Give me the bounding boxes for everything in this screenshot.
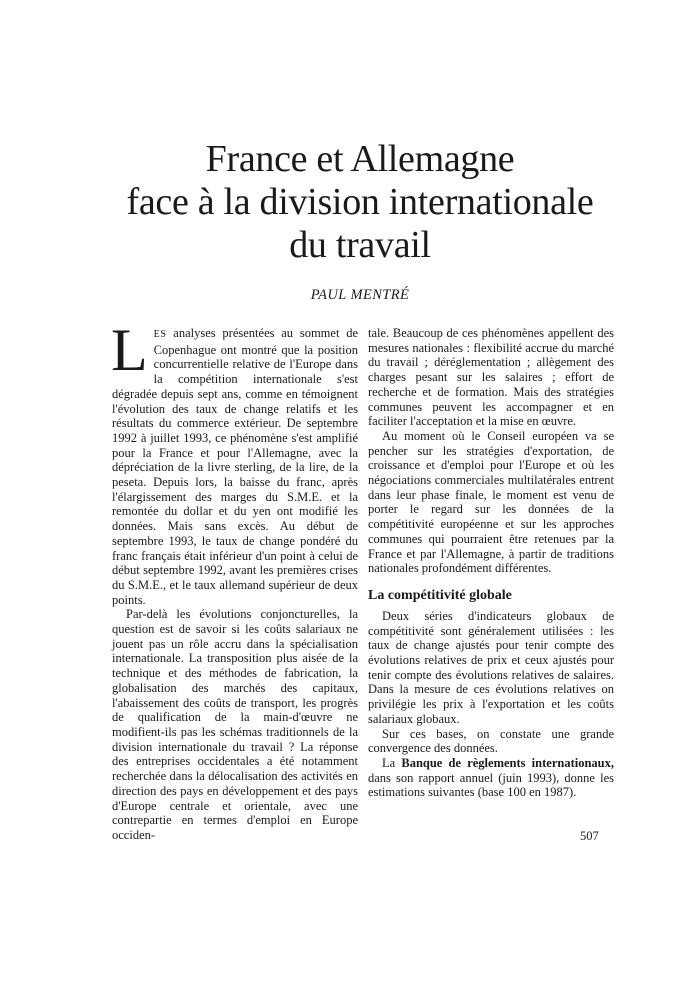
paragraph-lead: La xyxy=(382,755,402,770)
paragraph: tale. Beaucoup de ces phénomènes appellent des mesures nationales : flexibilité accrue du marché du travail ; déréglementation ; allègement des charges pesant sur les salaires ; effort de recherche et de formation. Mais des stratégies communes peuvent les accompagner et en faciliter l'acceptation et la mise en œuvre. xyxy=(368,326,614,429)
right-column xyxy=(368,326,614,800)
paragraph xyxy=(368,756,614,800)
left-column xyxy=(111,317,358,843)
bold-term: Banque de règlements internationaux, xyxy=(401,755,614,770)
paragraph: Au moment où le Conseil européen va se pencher sur les stratégies d'exportation, de croissance et d'emploi pour l'Europe et où les négociations commerciales multilatérales entrent dans leur phase finale, le moment est venu de porter le regard sur les données de la compétitivité européenne et sur les approches communes qui pourraient être retenues par la France et par l'Allemagne, à partir de traditions nationales profondément différentes. xyxy=(368,428,614,576)
paragraph-text: dans son rapport annuel (juin 1993), donne les estimations suivantes (base 100 en 1987). xyxy=(368,770,614,800)
article-title xyxy=(60,138,660,267)
paragraph: Sur ces bases, on constate une grande convergence des données. xyxy=(368,726,614,756)
page-number: 507 xyxy=(580,829,599,843)
lead-small-caps: ES xyxy=(153,329,167,340)
section-heading: La compétitivité globale xyxy=(368,587,512,603)
drop-cap: L xyxy=(111,317,148,383)
title-line-2: face à la division internationale xyxy=(126,181,594,223)
title-line-1: France et Allemagne xyxy=(205,138,515,180)
paragraph: Par-delà les évolutions conjoncturelles, la question est de savoir si les coûts salariaux ne jouent pas un rôle accru dans la spécialisation internationale. La transposition plus aisée de la technique et des méthodes de fabrication, la globalisation des marchés des capitaux, l'abaissement des coûts de transport, les progrès de qualification de la main-d'œuvre ne modifient-ils pas les schémas traditionnels de la division internationale du travail ? La réponse des entreprises occidentales a été notamment recherchée dans la délocalisation des activités en direction des pays en développement et des pays d'Europe centrale et orientale, avec une contrepartie en termes d'emploi en Europe occiden- xyxy=(112,607,358,842)
author-name: PAUL MENTRÉ xyxy=(310,287,410,303)
paragraph-text: analyses présentées au sommet de Copenhague ont montré que la position concurrentielle relative de l'Europe dans la compétition internationale s'est dégradée depuis sept ans, comme en témoignent l'évolution des taux de change relatifs et les résultats du commerce extérieur. De septembre 1992 à juillet 1993, ce phénomène s'est amplifié pour la France et pour l'Allemagne, avec la dépréciation de la livre sterling, de la lire, de la peseta. Depuis lors, la baisse du franc, après l'élargissement des marges du S.M.E. et la remontée du dollar et du yen ont modifié les données. Mais sans excès. Au début de septembre 1993, le taux de change pondéré du franc français était inférieur d'un point à celui de début septembre 1992, avant les premières crises du S.M.E., et le taux allemand supérieur de deux points. xyxy=(112,326,358,607)
title-line-3: du travail xyxy=(289,224,431,266)
paragraph: Deux séries d'indicateurs globaux de compétitivité sont généralement utilisées : les taux de change ajustés pour tenir compte des évolutions relatives de prix et ceux ajustés pour tenir compte des évolutions relatives de salaires. Dans la mesure de ces évolutions relatives on privilégie les prix à l'exportation et les coûts salariaux globaux. xyxy=(368,608,614,726)
paragraph xyxy=(111,317,358,607)
